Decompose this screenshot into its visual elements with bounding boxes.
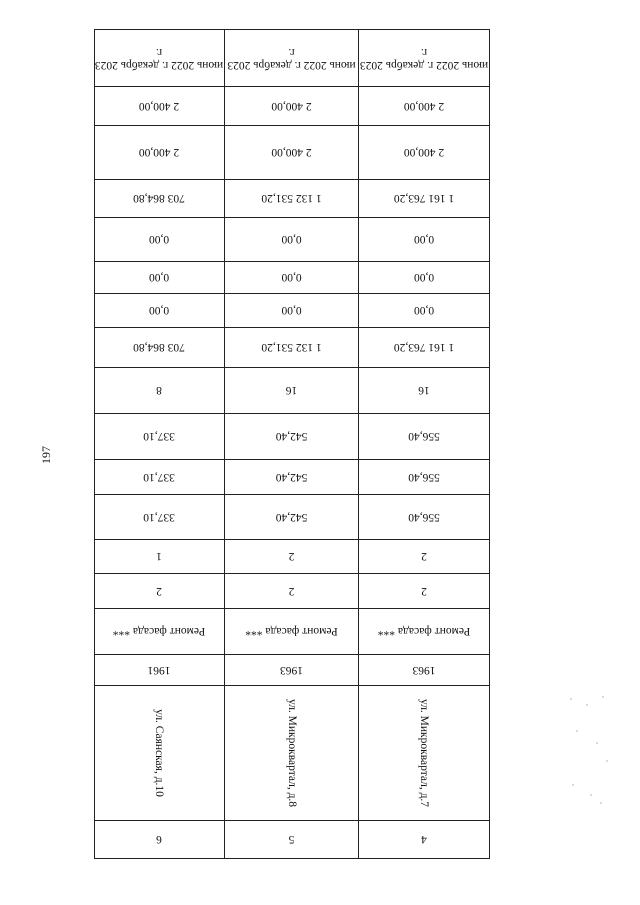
- cell-area-total: 542,40: [225, 495, 359, 540]
- cell-floors: 2: [94, 574, 225, 609]
- cell-funding-zero: 0,00: [359, 294, 490, 328]
- cell-year: 1963: [359, 655, 490, 686]
- cell-unit-cost-max: 2 400,00: [225, 87, 359, 126]
- page-number: 197: [38, 446, 53, 464]
- cell-number: 4: [359, 821, 490, 859]
- cell-area-residential: 337,10: [94, 414, 225, 460]
- cell-funding-zero: 0,00: [359, 218, 490, 262]
- cell-period: июнь 2022 г. декабрь 2023 г.: [225, 30, 359, 87]
- cell-area-premises: 337,10: [94, 460, 225, 495]
- cell-number: 5: [225, 821, 359, 859]
- cell-cost-owners: 1 132 531,20: [225, 180, 359, 218]
- scan-noise: [566, 690, 610, 810]
- cell-entrances: 2: [359, 540, 490, 574]
- cell-cost-total: 1 161 763,20: [359, 328, 490, 368]
- cell-area-total: 556,40: [359, 495, 490, 540]
- cell-year: 1963: [225, 655, 359, 686]
- cell-area-total: 337,10: [94, 495, 225, 540]
- cell-cost-owners: 703 864,80: [94, 180, 225, 218]
- cell-residents: 8: [94, 368, 225, 414]
- cell-work-type: Ремонт фасада ***: [225, 609, 359, 655]
- cell-funding-zero: 0,00: [225, 218, 359, 262]
- cell-area-residential: 556,40: [359, 414, 490, 460]
- cell-address: ул. Микроквартал, д.8: [225, 686, 359, 821]
- cell-cost-owners: 1 161 763,20: [359, 180, 490, 218]
- cell-residents: 16: [359, 368, 490, 414]
- cell-address: ул. Саянская, д.10: [94, 686, 225, 821]
- table-grid: [94, 29, 490, 859]
- cell-residents: 16: [225, 368, 359, 414]
- cell-period: июнь 2022 г. декабрь 2023 г.: [94, 30, 225, 87]
- cell-funding-zero: 0,00: [94, 294, 225, 328]
- cell-year: 1961: [94, 655, 225, 686]
- cell-cost-total: 1 132 531,20: [225, 328, 359, 368]
- cell-unit-cost-max: 2 400,00: [94, 87, 225, 126]
- repair-schedule-table: [94, 29, 490, 859]
- cell-area-residential: 542,40: [225, 414, 359, 460]
- cell-period: июнь 2022 г. декабрь 2023 г.: [359, 30, 490, 87]
- cell-unit-cost: 2 400,00: [359, 126, 490, 180]
- cell-entrances: 1: [94, 540, 225, 574]
- cell-funding-zero: 0,00: [94, 262, 225, 294]
- cell-entrances: 2: [225, 540, 359, 574]
- cell-floors: 2: [359, 574, 490, 609]
- cell-funding-zero: 0,00: [225, 294, 359, 328]
- cell-address: ул. Микроквартал, д.7: [359, 686, 490, 821]
- cell-area-premises: 556,40: [359, 460, 490, 495]
- cell-cost-total: 703 864,80: [94, 328, 225, 368]
- cell-floors: 2: [225, 574, 359, 609]
- cell-work-type: Ремонт фасада ***: [359, 609, 490, 655]
- cell-funding-zero: 0,00: [359, 262, 490, 294]
- cell-funding-zero: 0,00: [225, 262, 359, 294]
- cell-funding-zero: 0,00: [94, 218, 225, 262]
- cell-unit-cost: 2 400,00: [94, 126, 225, 180]
- cell-work-type: Ремонт фасада ***: [94, 609, 225, 655]
- cell-number: 6: [94, 821, 225, 859]
- cell-unit-cost: 2 400,00: [225, 126, 359, 180]
- cell-area-premises: 542,40: [225, 460, 359, 495]
- cell-unit-cost-max: 2 400,00: [359, 87, 490, 126]
